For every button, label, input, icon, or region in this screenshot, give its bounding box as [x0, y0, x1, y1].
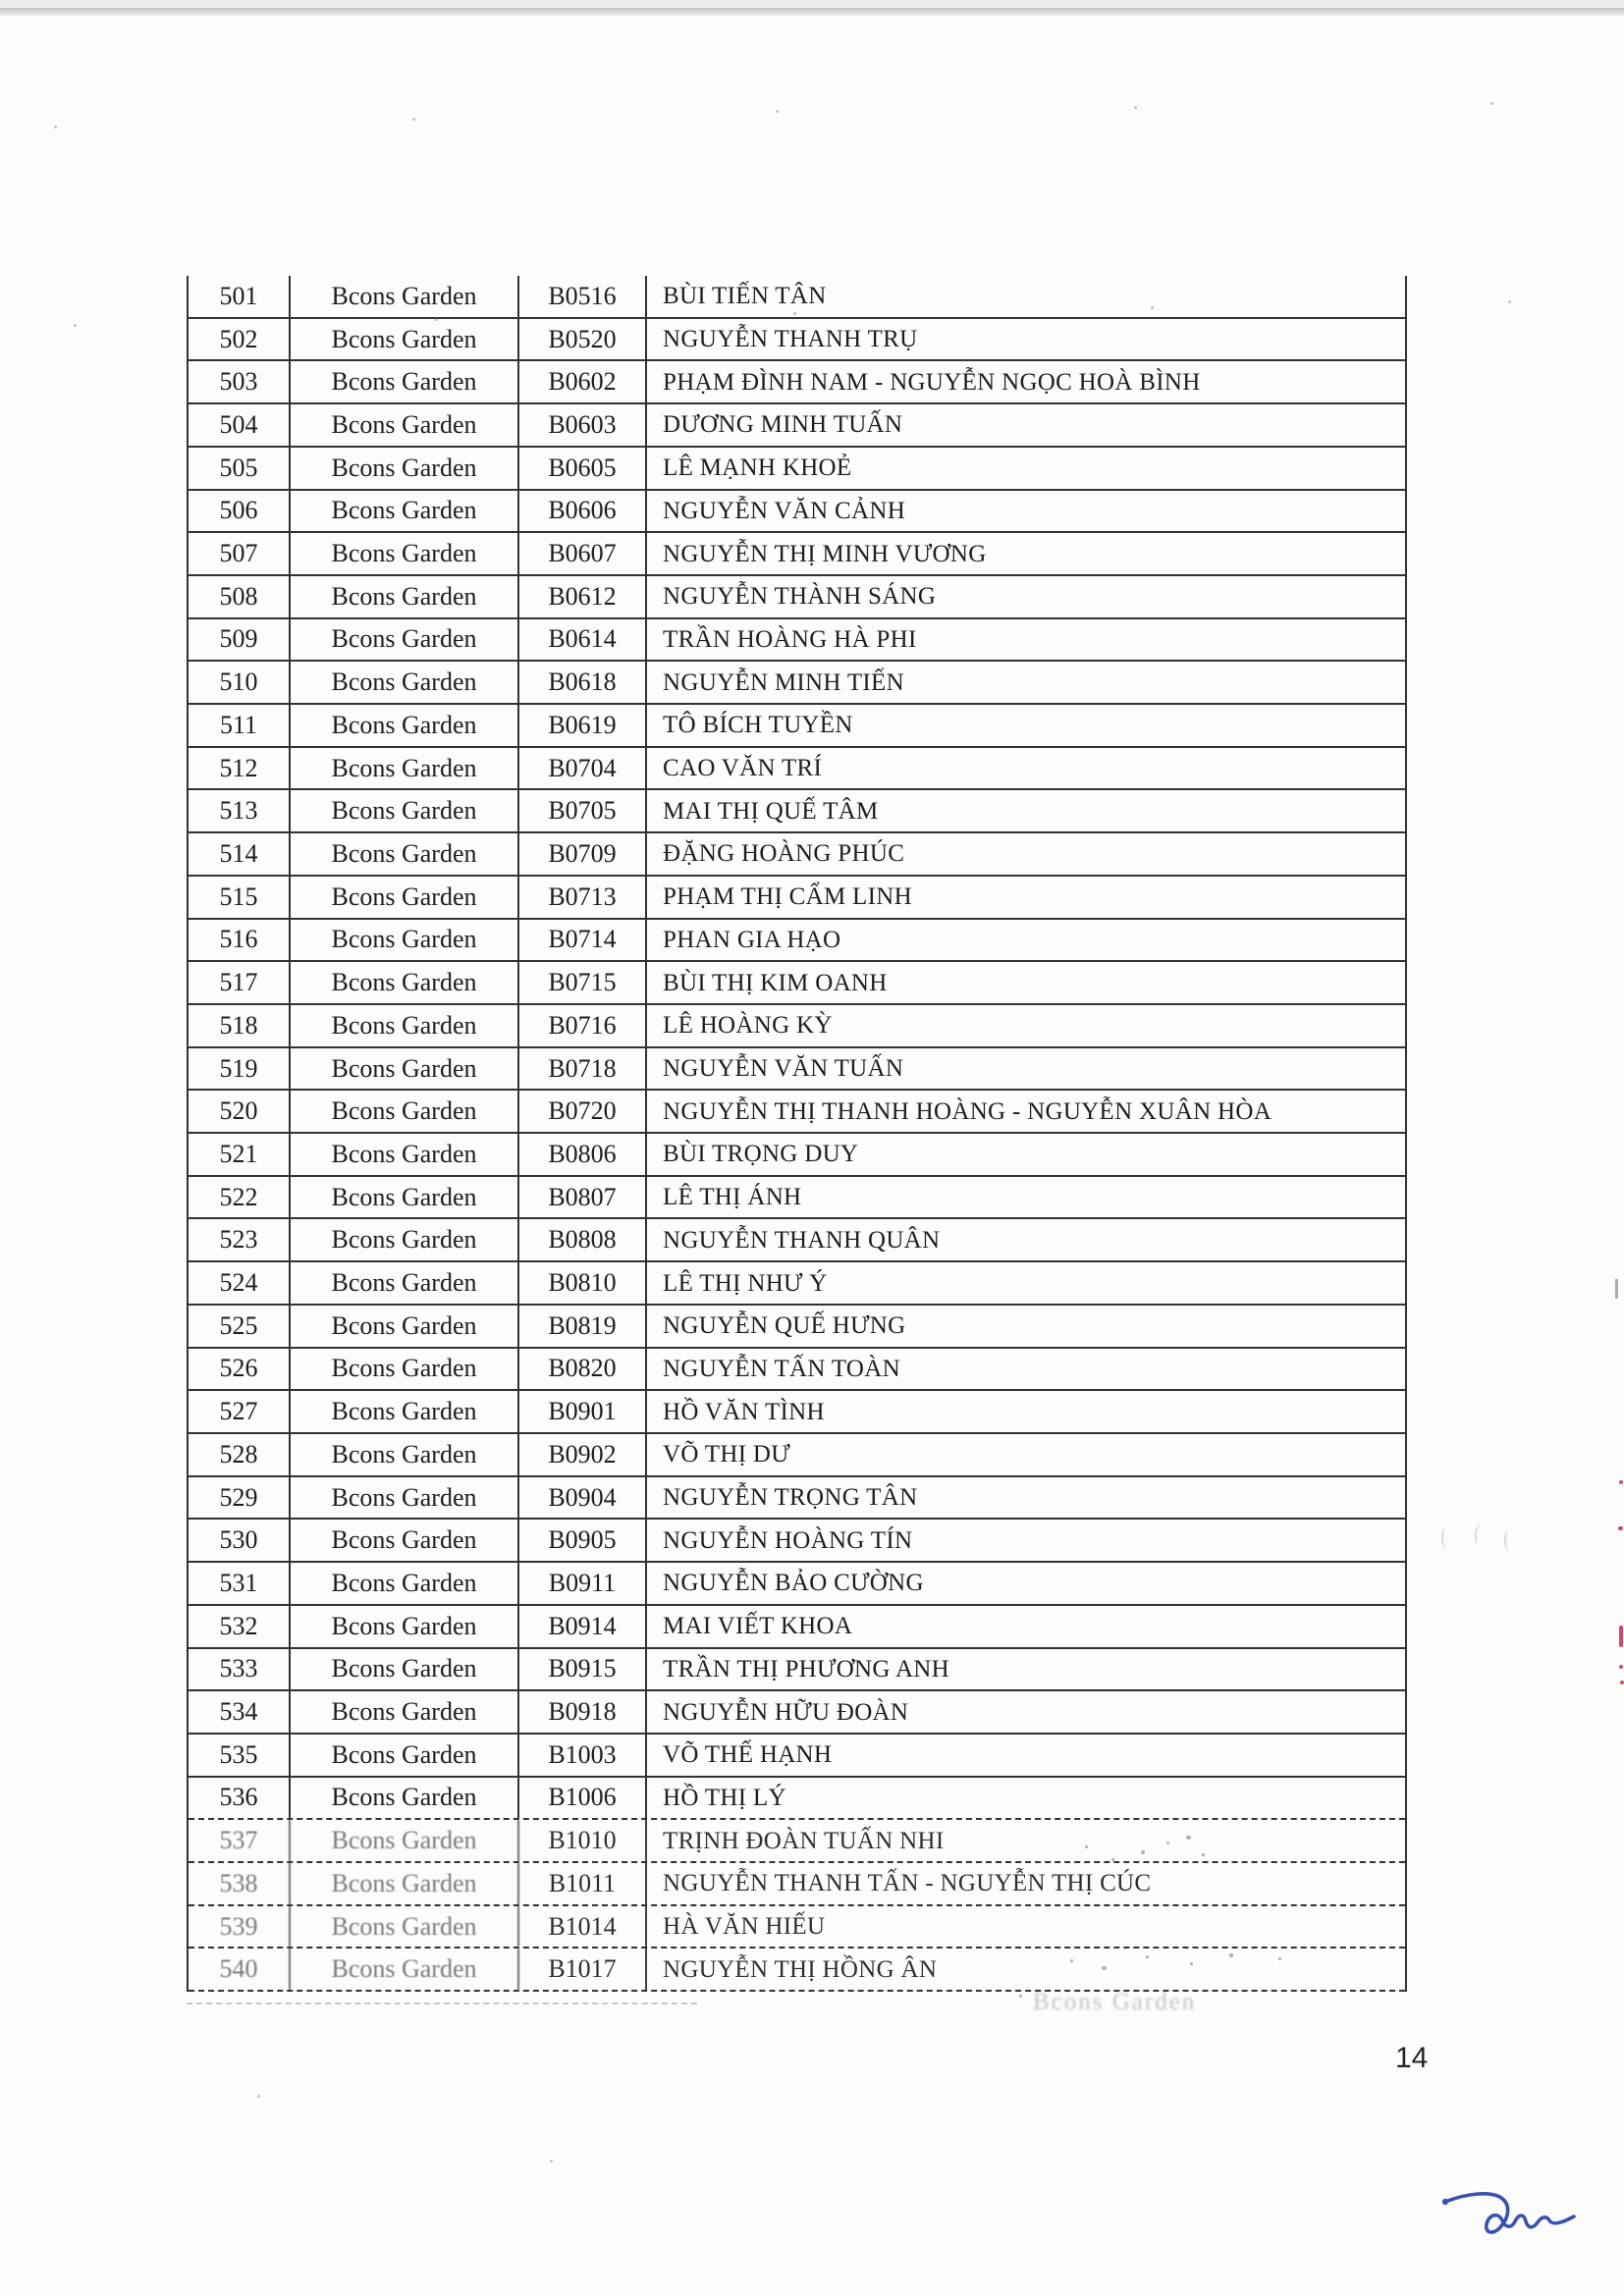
- scan-speck: [74, 324, 77, 327]
- cell-name: BÙI TRỌNG DUY: [663, 1141, 859, 1168]
- table-row: [189, 1391, 1405, 1434]
- cell-unit-code: B0902: [519, 1434, 647, 1475]
- cell-name: NGUYỄN VĂN TUẤN: [663, 1055, 904, 1082]
- cell-stt: 508: [189, 576, 291, 617]
- cell-stt: 528: [189, 1434, 291, 1475]
- cell-unit-code: B0918: [519, 1691, 647, 1733]
- cell-name: PHẠM THỊ CẨM LINH: [663, 883, 912, 911]
- table-row: [189, 1177, 1405, 1220]
- cell-project: Bcons Garden: [291, 1219, 519, 1260]
- table-row: [189, 1306, 1405, 1349]
- cell-project: Bcons Garden: [291, 1691, 519, 1733]
- scan-speck: [550, 2160, 553, 2163]
- cell-name: NGUYỄN VĂN CẢNH: [663, 497, 906, 524]
- cell-unit-code: B0603: [519, 404, 647, 446]
- cell-name: NGUYỄN MINH TIẾN: [663, 668, 904, 696]
- table-row: [189, 1048, 1405, 1092]
- cell-unit-code: B1006: [519, 1778, 647, 1819]
- red-edge-mark: [1619, 1626, 1623, 1647]
- cell-name: NGUYỄN TẤN TOÀN: [663, 1355, 900, 1382]
- page-number: 14: [1395, 2042, 1429, 2074]
- scan-edge-tick: [1615, 1279, 1618, 1299]
- table-row: [189, 1863, 1405, 1906]
- scan-speck: [54, 126, 57, 129]
- red-edge-mark: [1618, 1526, 1623, 1530]
- scan-pencil-mark: [1441, 1527, 1451, 1549]
- cell-stt: 539: [189, 1906, 291, 1948]
- cell-name: LÊ THỊ NHƯ Ý: [663, 1269, 828, 1297]
- table-row: [189, 877, 1405, 920]
- cell-unit-code: B0704: [519, 748, 647, 789]
- cell-project: Bcons Garden: [291, 1906, 519, 1948]
- scan-ghost-text: Bcons Garden: [1033, 1989, 1197, 2015]
- table-row: [189, 1349, 1405, 1392]
- signature-initials: [1436, 2187, 1586, 2252]
- cell-name: NGUYỄN HOÀNG TÍN: [663, 1526, 913, 1554]
- cell-project: Bcons Garden: [291, 662, 519, 703]
- cell-stt: 509: [189, 619, 291, 661]
- cell-name: PHẠM ĐÌNH NAM - NGUYỄN NGỌC HOÀ BÌNH: [663, 368, 1201, 396]
- cell-stt: 503: [189, 361, 291, 402]
- cell-name: NGUYỄN THỊ THANH HOÀNG - NGUYỄN XUÂN HÒA: [663, 1097, 1272, 1125]
- table-row: [189, 1091, 1405, 1134]
- table-row: [189, 1219, 1405, 1262]
- cell-unit-code: B0605: [519, 448, 647, 489]
- cell-unit-code: B0614: [519, 619, 647, 661]
- cell-project: Bcons Garden: [291, 962, 519, 1003]
- cell-project: Bcons Garden: [291, 404, 519, 446]
- cell-name: VÕ THẾ HẠNH: [663, 1741, 833, 1769]
- table-row: [189, 619, 1405, 663]
- scan-speck: [412, 118, 415, 121]
- cell-project: Bcons Garden: [291, 705, 519, 746]
- cell-unit-code: B0905: [519, 1520, 647, 1561]
- scan-speck: [1085, 1845, 1088, 1848]
- cell-project: Bcons Garden: [291, 1863, 519, 1904]
- cell-project: Bcons Garden: [291, 491, 519, 532]
- scan-speck: [1186, 1836, 1191, 1840]
- cell-project: Bcons Garden: [291, 1434, 519, 1475]
- cell-name: NGUYỄN THANH TẤN - NGUYỄN THỊ CÚC: [663, 1870, 1152, 1897]
- table-row: [189, 1735, 1405, 1778]
- cell-unit-code: B0713: [519, 877, 647, 918]
- cell-stt: 536: [189, 1778, 291, 1819]
- cell-project: Bcons Garden: [291, 1134, 519, 1175]
- cell-unit-code: B0718: [519, 1048, 647, 1090]
- cell-name: TRỊNH ĐOÀN TUẤN NHI: [663, 1827, 945, 1854]
- cell-unit-code: B0901: [519, 1391, 647, 1432]
- table-row: [189, 833, 1405, 877]
- scan-speck: [1111, 1858, 1114, 1861]
- table-row: [189, 576, 1405, 619]
- cell-stt: 538: [189, 1863, 291, 1904]
- cell-unit-code: B0705: [519, 790, 647, 831]
- table-row: [189, 1820, 1405, 1863]
- scan-speck: [1151, 306, 1154, 309]
- cell-name: CAO VĂN TRÍ: [663, 755, 823, 782]
- cell-stt: 529: [189, 1477, 291, 1519]
- cell-unit-code: B0720: [519, 1091, 647, 1132]
- cell-unit-code: B0709: [519, 833, 647, 875]
- cell-stt: 540: [189, 1949, 291, 1990]
- cell-stt: 532: [189, 1606, 291, 1647]
- table-row: [189, 748, 1405, 791]
- cell-name: VÕ THỊ DƯ: [663, 1441, 790, 1468]
- cell-project: Bcons Garden: [291, 877, 519, 918]
- cell-unit-code: B0808: [519, 1219, 647, 1260]
- table-row: [189, 1563, 1405, 1606]
- cell-name: BÙI TIẾN TÂN: [663, 283, 827, 310]
- cell-stt: 530: [189, 1520, 291, 1561]
- table-row: [189, 705, 1405, 748]
- cell-stt: 516: [189, 920, 291, 961]
- cell-project: Bcons Garden: [291, 1391, 519, 1432]
- cell-stt: 507: [189, 533, 291, 574]
- cell-unit-code: B0612: [519, 576, 647, 617]
- table-row: [189, 1434, 1405, 1477]
- cell-unit-code: B0602: [519, 361, 647, 402]
- cell-stt: 501: [189, 276, 291, 317]
- cell-stt: 513: [189, 790, 291, 831]
- cell-project: Bcons Garden: [291, 319, 519, 360]
- cell-stt: 519: [189, 1048, 291, 1090]
- cell-project: Bcons Garden: [291, 1306, 519, 1347]
- table-row: [189, 1134, 1405, 1177]
- cell-stt: 525: [189, 1306, 291, 1347]
- red-edge-mark: [1619, 1480, 1623, 1484]
- cell-unit-code: B0807: [519, 1177, 647, 1218]
- scan-speck: [793, 312, 796, 315]
- scan-speck: [435, 318, 438, 321]
- cell-name: ĐẶNG HOÀNG PHÚC: [663, 840, 905, 868]
- cell-stt: 522: [189, 1177, 291, 1218]
- cell-project: Bcons Garden: [291, 1563, 519, 1604]
- table-row: [189, 962, 1405, 1005]
- cell-name: HỒ THỊ LÝ: [663, 1784, 786, 1811]
- scan-speck: [776, 110, 779, 113]
- cell-name: NGUYỄN TRỌNG TÂN: [663, 1484, 918, 1512]
- table-row: [189, 1262, 1405, 1306]
- table-row: [189, 790, 1405, 833]
- cell-stt: 521: [189, 1134, 291, 1175]
- cell-unit-code: B0914: [519, 1606, 647, 1647]
- cell-project: Bcons Garden: [291, 576, 519, 617]
- cell-unit-code: B1010: [519, 1820, 647, 1861]
- cell-name: LÊ HOÀNG KỲ: [663, 1012, 833, 1040]
- cell-unit-code: B0915: [519, 1649, 647, 1690]
- table-row: [189, 361, 1405, 404]
- table-row: [189, 1520, 1405, 1563]
- table-row: [189, 404, 1405, 448]
- table-row: [189, 1691, 1405, 1735]
- table-row: [189, 1649, 1405, 1692]
- table-row: [189, 276, 1405, 319]
- cell-project: Bcons Garden: [291, 1091, 519, 1132]
- scan-speck: [1508, 300, 1511, 303]
- cell-unit-code: B1003: [519, 1735, 647, 1776]
- cell-unit-code: B1017: [519, 1949, 647, 1990]
- cell-unit-code: B0607: [519, 533, 647, 574]
- cell-name: BÙI THỊ KIM OANH: [663, 969, 888, 996]
- cell-stt: 515: [189, 877, 291, 918]
- cell-project: Bcons Garden: [291, 1778, 519, 1819]
- cell-name: NGUYỄN QUẾ HƯNG: [663, 1312, 906, 1340]
- scan-speck: [1202, 1853, 1205, 1856]
- cell-unit-code: B0715: [519, 962, 647, 1003]
- cell-project: Bcons Garden: [291, 1820, 519, 1861]
- cell-unit-code: B0516: [519, 276, 647, 317]
- cell-name: TRẦN HOÀNG HÀ PHI: [663, 625, 917, 653]
- table-row: [189, 533, 1405, 576]
- cell-unit-code: B0820: [519, 1349, 647, 1390]
- cell-project: Bcons Garden: [291, 1349, 519, 1390]
- scan-speck: [1278, 1957, 1281, 1960]
- cell-name: TRẦN THỊ PHƯƠNG ANH: [663, 1655, 950, 1682]
- cell-project: Bcons Garden: [291, 448, 519, 489]
- cell-name: NGUYỄN THÀNH SÁNG: [663, 583, 937, 611]
- table-row: [189, 1606, 1405, 1649]
- cell-project: Bcons Garden: [291, 276, 519, 317]
- cell-name: NGUYỄN THANH QUÂN: [663, 1226, 941, 1254]
- cell-project: Bcons Garden: [291, 1949, 519, 1990]
- table-row: [189, 1949, 1405, 1992]
- scan-top-edge: [0, 0, 1624, 8]
- cell-name: NGUYỄN HỮU ĐOÀN: [663, 1698, 909, 1726]
- cell-stt: 511: [189, 705, 291, 746]
- red-edge-mark: [1620, 1681, 1624, 1684]
- cell-project: Bcons Garden: [291, 1520, 519, 1561]
- cell-unit-code: B0520: [519, 319, 647, 360]
- table-row: [189, 1005, 1405, 1048]
- cell-unit-code: B0619: [519, 705, 647, 746]
- red-edge-mark: [1619, 1665, 1623, 1669]
- cell-stt: 510: [189, 662, 291, 703]
- cell-stt: 527: [189, 1391, 291, 1432]
- cell-stt: 517: [189, 962, 291, 1003]
- cell-unit-code: B0606: [519, 491, 647, 532]
- cell-name: MAI THỊ QUẾ TÂM: [663, 797, 879, 825]
- cell-name: HÀ VĂN HIẾU: [663, 1913, 826, 1941]
- cell-unit-code: B0904: [519, 1477, 647, 1519]
- cell-name: HỒ VĂN TÌNH: [663, 1398, 825, 1425]
- cell-stt: 533: [189, 1649, 291, 1690]
- cell-project: Bcons Garden: [291, 361, 519, 402]
- cell-unit-code: B0911: [519, 1563, 647, 1604]
- cell-stt: 526: [189, 1349, 291, 1390]
- cell-name: PHAN GIA HẠO: [663, 926, 841, 953]
- cell-stt: 506: [189, 491, 291, 532]
- cell-name: TÔ BÍCH TUYỀN: [663, 712, 853, 739]
- scan-speck: [1229, 1953, 1233, 1957]
- scan-speck: [1102, 1966, 1107, 1970]
- table-row: [189, 662, 1405, 705]
- resident-table: [187, 276, 1407, 1992]
- cell-name: NGUYỄN THỊ MINH VƯƠNG: [663, 540, 987, 567]
- cell-project: Bcons Garden: [291, 1005, 519, 1046]
- cell-stt: 514: [189, 833, 291, 875]
- cell-stt: 520: [189, 1091, 291, 1132]
- table-row: [189, 448, 1405, 491]
- cell-stt: 524: [189, 1262, 291, 1304]
- cell-name: NGUYỄN THỊ HỒNG ÂN: [663, 1955, 938, 1983]
- scan-speck: [1166, 1842, 1169, 1844]
- cell-unit-code: B1014: [519, 1906, 647, 1948]
- cell-stt: 535: [189, 1735, 291, 1776]
- cell-project: Bcons Garden: [291, 1177, 519, 1218]
- table-row: [189, 920, 1405, 963]
- cell-project: Bcons Garden: [291, 619, 519, 661]
- scan-speck: [257, 2095, 260, 2098]
- scan-speck: [1134, 106, 1137, 109]
- table-row: [189, 1906, 1405, 1949]
- cell-unit-code: B0806: [519, 1134, 647, 1175]
- cell-name: DƯƠNG MINH TUẤN: [663, 411, 903, 439]
- cell-project: Bcons Garden: [291, 920, 519, 961]
- cell-stt: 531: [189, 1563, 291, 1604]
- scan-offset-dash-line: [187, 2002, 697, 2004]
- table-row: [189, 319, 1405, 362]
- cell-name: NGUYỄN BẢO CƯỜNG: [663, 1570, 924, 1597]
- cell-project: Bcons Garden: [291, 1606, 519, 1647]
- cell-project: Bcons Garden: [291, 1262, 519, 1304]
- scan-speck: [1490, 102, 1493, 105]
- scan-top-edge-shadow: [0, 8, 1624, 17]
- cell-stt: 505: [189, 448, 291, 489]
- cell-stt: 534: [189, 1691, 291, 1733]
- cell-project: Bcons Garden: [291, 790, 519, 831]
- scan-speck: [1190, 1962, 1193, 1965]
- cell-project: Bcons Garden: [291, 533, 519, 574]
- cell-name: MAI VIẾT KHOA: [663, 1613, 853, 1640]
- scan-speck: [1141, 1850, 1145, 1854]
- scan-pencil-mark: [1504, 1529, 1514, 1551]
- cell-stt: 518: [189, 1005, 291, 1046]
- table-row: [189, 491, 1405, 534]
- cell-stt: 537: [189, 1820, 291, 1861]
- scan-speck: [1019, 1995, 1022, 1998]
- cell-unit-code: B0819: [519, 1306, 647, 1347]
- cell-project: Bcons Garden: [291, 833, 519, 875]
- cell-stt: 523: [189, 1219, 291, 1260]
- cell-project: Bcons Garden: [291, 1477, 519, 1519]
- cell-unit-code: B0810: [519, 1262, 647, 1304]
- table-row: [189, 1477, 1405, 1521]
- cell-project: Bcons Garden: [291, 1048, 519, 1090]
- cell-unit-code: B1011: [519, 1863, 647, 1904]
- table-row: [189, 1778, 1405, 1821]
- cell-unit-code: B0618: [519, 662, 647, 703]
- cell-stt: 504: [189, 404, 291, 446]
- scan-pencil-mark: [1474, 1522, 1487, 1545]
- cell-name: NGUYỄN THANH TRỤ: [663, 326, 918, 353]
- cell-stt: 502: [189, 319, 291, 360]
- scan-speck: [1146, 1955, 1149, 1958]
- cell-name: LÊ THỊ ÁNH: [663, 1184, 802, 1211]
- cell-stt: 512: [189, 748, 291, 789]
- cell-name: LÊ MẠNH KHOẺ: [663, 454, 852, 482]
- cell-project: Bcons Garden: [291, 1649, 519, 1690]
- cell-project: Bcons Garden: [291, 1735, 519, 1776]
- scan-speck: [1070, 1959, 1073, 1962]
- cell-project: Bcons Garden: [291, 748, 519, 789]
- cell-unit-code: B0714: [519, 920, 647, 961]
- cell-unit-code: B0716: [519, 1005, 647, 1046]
